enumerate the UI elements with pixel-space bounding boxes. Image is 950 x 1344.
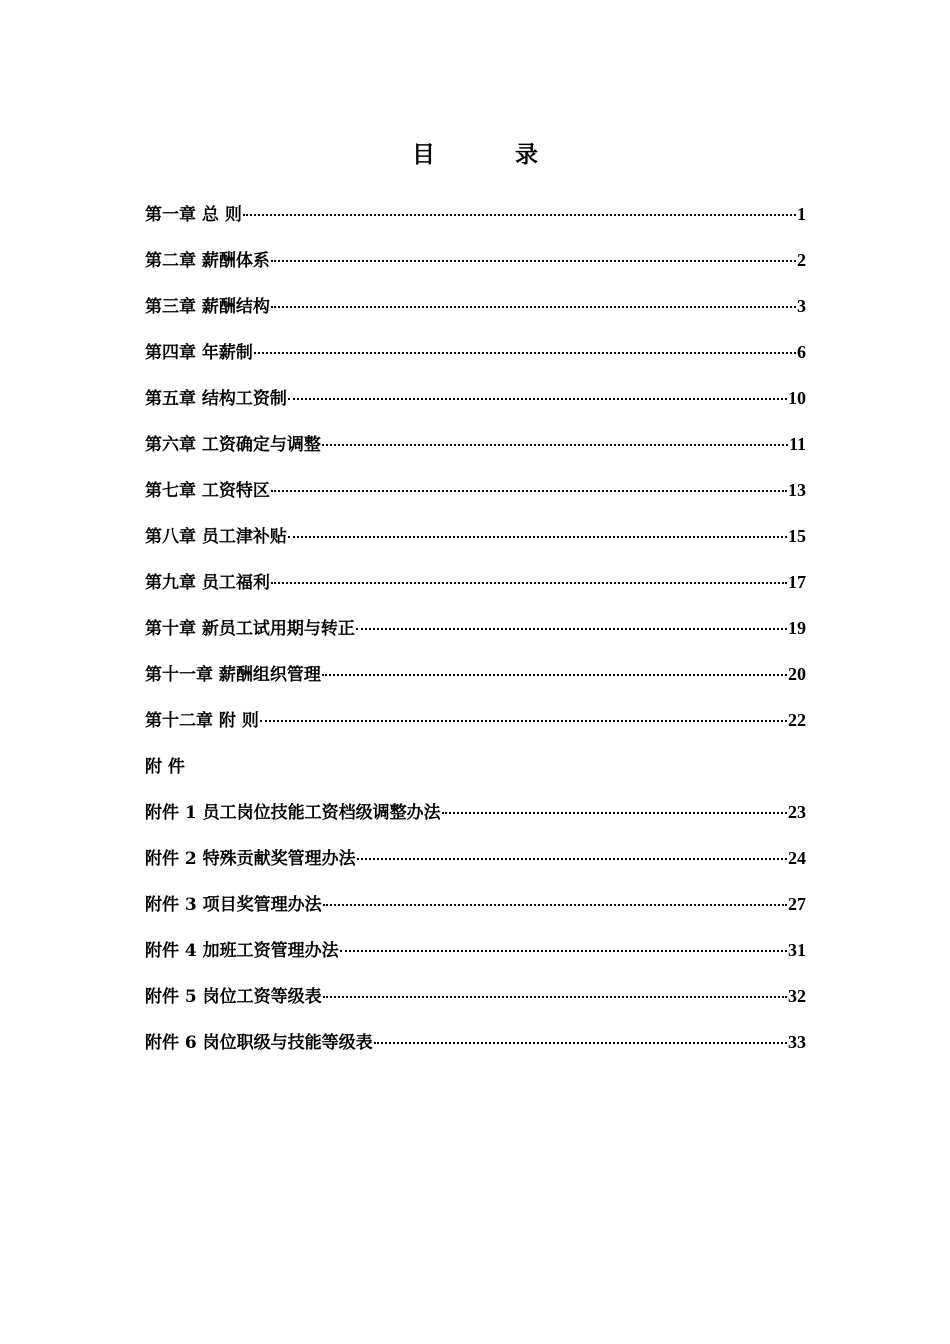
toc-entry-chapter-11[interactable]	[145, 660, 806, 706]
dot-leader	[260, 719, 787, 722]
toc-entry-label: 第十二章 附 则	[145, 711, 259, 731]
toc-entry-label: 第六章 工资确定与调整	[145, 435, 321, 455]
dot-leader	[323, 903, 787, 906]
toc-entry-label: 附件 1 员工岗位技能工资档级调整办法	[145, 803, 441, 823]
dot-leader	[288, 397, 787, 400]
toc-entry-label: 附件 5 岗位工资等级表	[145, 987, 322, 1007]
toc-entry-chapter-1[interactable]	[145, 200, 806, 246]
toc-entry-page: 6	[797, 342, 806, 362]
toc-list	[145, 200, 806, 1074]
toc-entry-page: 31	[788, 940, 806, 960]
toc-entry-label: 附 件	[145, 757, 185, 777]
toc-entry-label: 第一章 总 则	[145, 205, 242, 225]
dot-leader	[322, 673, 787, 676]
toc-entry-chapter-12[interactable]	[145, 706, 806, 752]
dot-leader	[271, 259, 796, 262]
toc-entry-label: 附件 6 岗位职级与技能等级表	[145, 1033, 373, 1053]
dot-leader	[374, 1041, 787, 1044]
toc-entry-label: 第三章 薪酬结构	[145, 297, 270, 317]
dot-leader	[442, 811, 787, 814]
toc-entry-chapter-4[interactable]	[145, 338, 806, 384]
toc-entry-label: 第八章 员工津补贴	[145, 527, 287, 547]
toc-entry-appendix-5[interactable]	[145, 982, 806, 1028]
toc-entry-label: 第七章 工资特区	[145, 481, 270, 501]
toc-entry-label: 附件 4 加班工资管理办法	[145, 941, 339, 961]
toc-entry-page: 22	[788, 710, 806, 730]
dot-leader	[340, 949, 787, 952]
toc-entry-chapter-8[interactable]	[145, 522, 806, 568]
toc-entry-page: 23	[788, 802, 806, 822]
toc-entry-page: 24	[788, 848, 806, 868]
toc-entry-label: 第五章 结构工资制	[145, 389, 287, 409]
toc-entry-page: 3	[797, 296, 806, 316]
toc-entry-chapter-3[interactable]	[145, 292, 806, 338]
dot-leader	[322, 443, 788, 446]
dot-leader	[288, 535, 787, 538]
toc-entry-appendix-1[interactable]	[145, 798, 806, 844]
toc-entry-page: 33	[788, 1032, 806, 1052]
toc-entry-page: 15	[788, 526, 806, 546]
toc-entry-chapter-9[interactable]	[145, 568, 806, 614]
toc-entry-chapter-5[interactable]	[145, 384, 806, 430]
dot-leader	[243, 213, 796, 216]
dot-leader	[323, 995, 787, 998]
dot-leader	[271, 489, 787, 492]
toc-entry-label: 第九章 员工福利	[145, 573, 270, 593]
dot-leader	[271, 581, 787, 584]
toc-entry-appendix-4[interactable]	[145, 936, 806, 982]
toc-entry-label: 附件 3 项目奖管理办法	[145, 895, 322, 915]
toc-entry-label: 第四章 年薪制	[145, 343, 253, 363]
dot-leader	[356, 627, 787, 630]
dot-leader	[271, 305, 796, 308]
dot-leader	[357, 857, 787, 860]
toc-title	[0, 136, 950, 169]
toc-title-part2: 录	[515, 141, 538, 168]
toc-entry-appendix-2[interactable]	[145, 844, 806, 890]
toc-entry-page: 10	[788, 388, 806, 408]
toc-entry-page: 13	[788, 480, 806, 500]
toc-entry-page: 1	[797, 204, 806, 224]
toc-entry-chapter-10[interactable]	[145, 614, 806, 660]
toc-title-part1: 目	[412, 141, 435, 168]
toc-entry-page: 11	[788, 434, 806, 454]
toc-entry-page: 2	[797, 250, 806, 270]
toc-entry-page: 32	[788, 986, 806, 1006]
dot-leader	[254, 351, 796, 354]
toc-entry-label: 附件 2 特殊贡献奖管理办法	[145, 849, 356, 869]
toc-entry-page: 27	[788, 894, 806, 914]
toc-entry-page: 19	[788, 618, 806, 638]
toc-entry-chapter-6[interactable]	[145, 430, 806, 476]
toc-entry-chapter-7[interactable]	[145, 476, 806, 522]
toc-entry-label: 第十章 新员工试用期与转正	[145, 619, 355, 639]
toc-entry-appendix-6[interactable]	[145, 1028, 806, 1074]
toc-entry-chapter-2[interactable]	[145, 246, 806, 292]
toc-entry-appendix-3[interactable]	[145, 890, 806, 936]
toc-entry-page: 20	[788, 664, 806, 684]
toc-entry-page: 17	[788, 572, 806, 592]
toc-section-appendix[interactable]	[145, 752, 806, 798]
toc-entry-label: 第二章 薪酬体系	[145, 251, 270, 271]
toc-entry-label: 第十一章 薪酬组织管理	[145, 665, 321, 685]
